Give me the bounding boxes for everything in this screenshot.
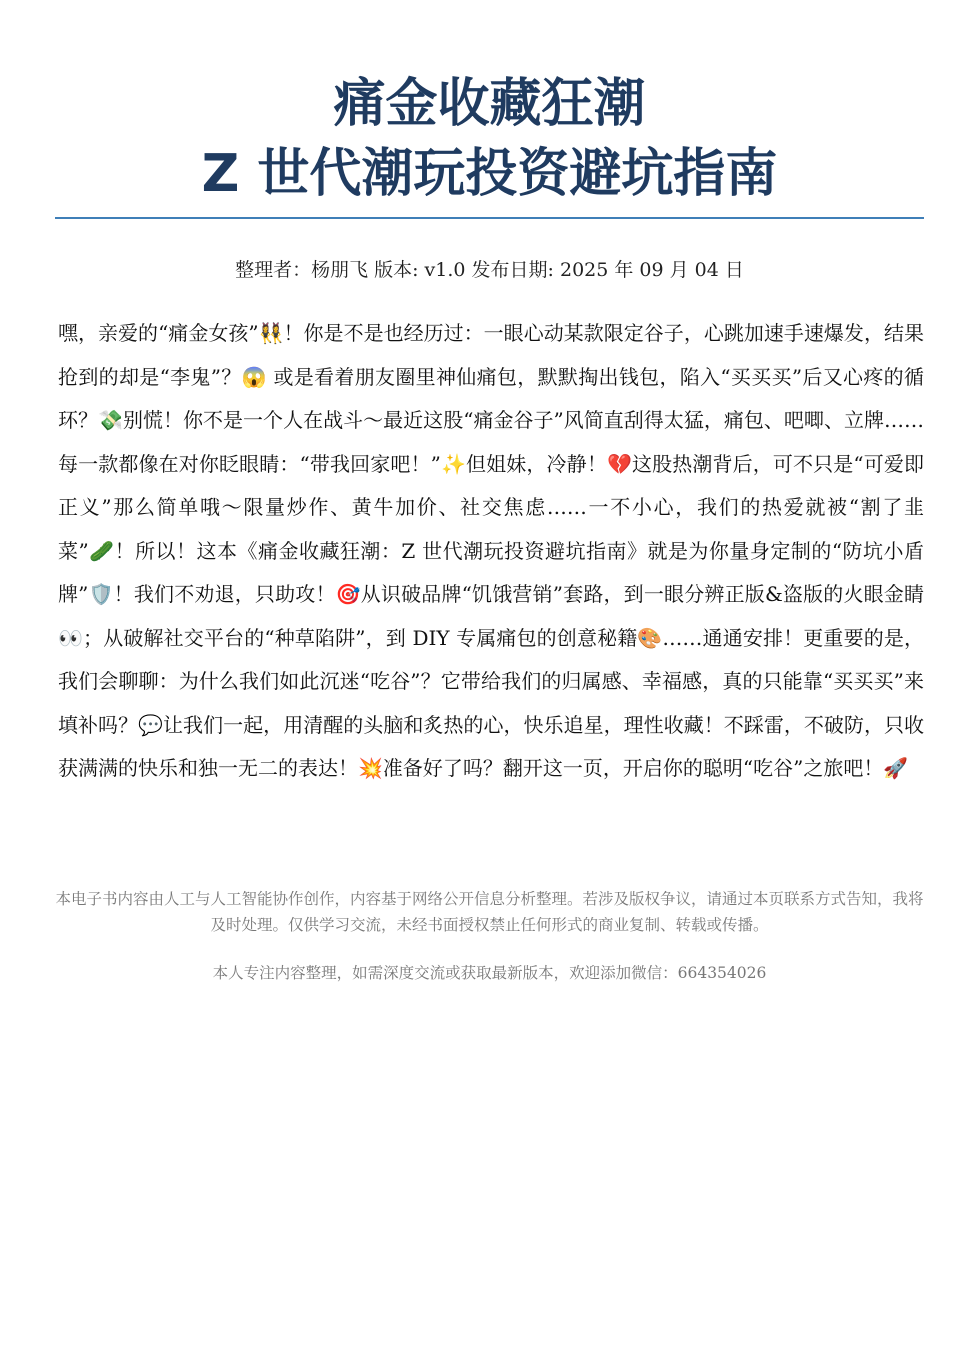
document-meta: 整理者：杨朋飞 版本: v1.0 发布日期: 2025 年 09 月 04 日 — [235, 259, 744, 281]
contact-note: 本人专注内容整理，如需深度交流或获取最新版本，欢迎添加微信：664354026 — [212, 964, 767, 982]
intro-paragraph: 嘿，亲爱的“痛金女孩”👯‍♀️！你是不是也经历过：一眼心动某款限定谷子，心跳加速手速爆发，结果抢到的却是“李鬼”？😱 或是看着朋友圈里神仙痛包，默默掏出钱包，陷入“买买买”后又心疼的循环？💸别慌！你不是一个人在战斗～最近这股“痛金谷子”风简直刮得太猛，痛包、吧唧、立牌……每一款都像在对你眨眼睛：“带我回家吧！”✨但姐妹，冷静！💔这股热潮背后，可不只是“可爱即正义”那么简单哦～限量炒作、黄牛加价、社交焦虑……一不小心，我们的热爱就被“割了韭菜”🥒！所以！这本《痛金收藏狂潮：Z 世代潮玩投资避坑指南》就是为你量身定制的“防坑小盾牌”🛡️！我们不劝退，只助攻！🎯从识破品牌“饥饿营销”套路，到一眼分辨正版&盗版的火眼金睛👀；从破解社交平台的“种草陷阱”，到 DIY 专属痛包的创意秘籍🎨……通通安排！更重要的是，我们会聊聊：为什么我们如此沉迷“吃谷”？它带给我们的归属感、幸福感，真的只能靠“买买买”来填补吗？💬让我们一起，用清醒的头脑和炙热的心，快乐追星，理性收藏！不踩雷，不破防，只收获满满的快乐和独一无二的表达！💥准备好了吗？翻开这一页，开启你的聪明“吃谷”之旅吧！🚀 — [58, 321, 924, 780]
title-divider — [55, 217, 924, 219]
disclaimer: 本电子书内容由人工与人工智能协作创作，内容基于网络公开信息分析整理。若涉及版权争议，请通过本页联系方式告知，我将及时处理。仅供学习交流，未经书面授权禁止任何形式的商业复制、转载或传播。 — [55, 890, 924, 934]
title-line-2: Z 世代潮玩投资避坑指南 — [201, 144, 778, 204]
title-line-1: 痛金收藏狂潮 — [333, 74, 646, 134]
